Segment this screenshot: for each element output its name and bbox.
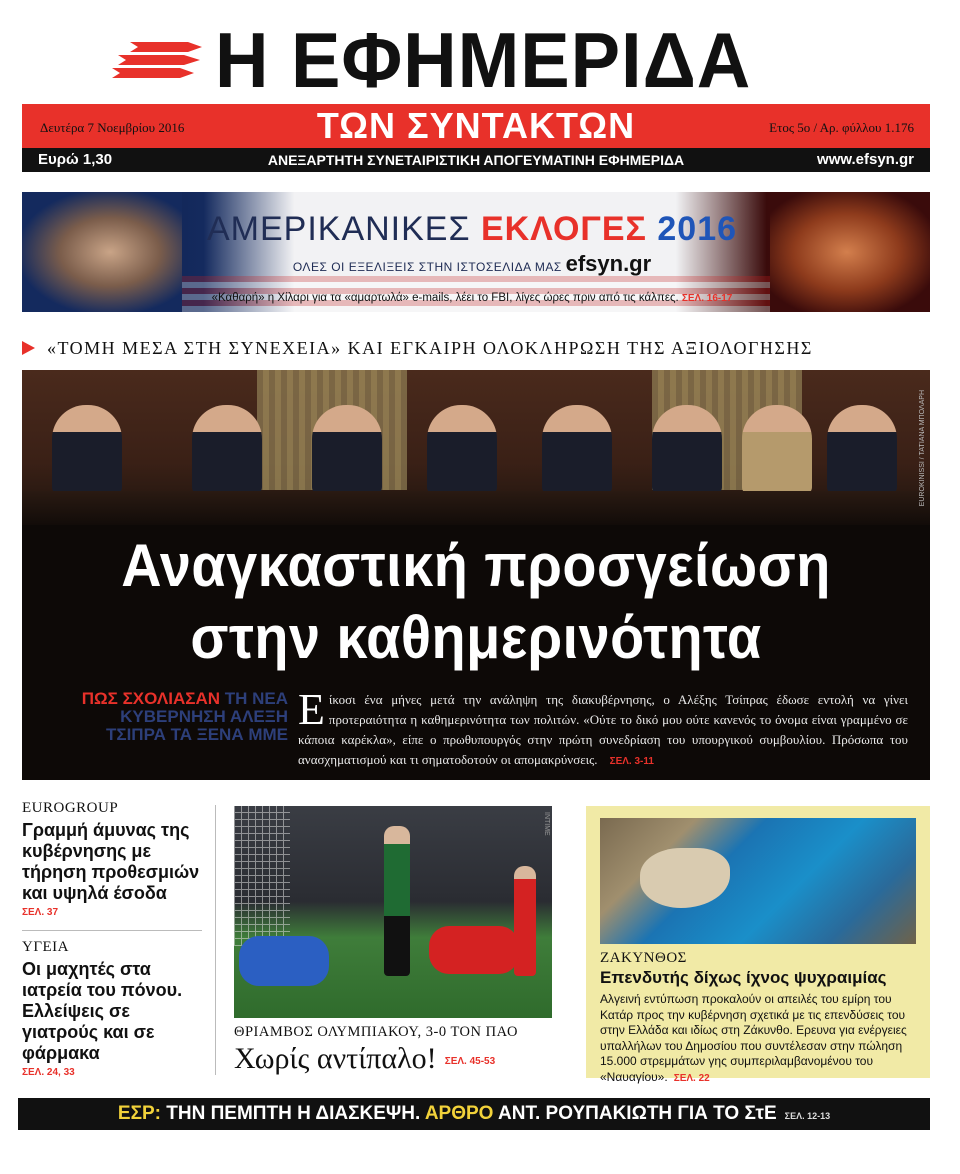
zakynthos-story[interactable] xyxy=(586,806,930,1084)
elections-website-link[interactable]: efsyn.gr xyxy=(565,251,652,276)
cabinet-meeting-photo xyxy=(22,370,930,525)
beach-shape xyxy=(640,848,730,908)
elections-banner-text xyxy=(172,192,772,312)
photo-figure xyxy=(192,405,262,495)
portrait-right xyxy=(770,192,930,312)
lead-headline-line2: στην καθημερινότητα xyxy=(190,604,762,671)
zakynthos-body xyxy=(600,992,920,1086)
strip-article-label: ΑΡΘΡΟ xyxy=(424,1103,494,1124)
sports-page-ref: ΣΕΛ. 45-53 xyxy=(444,1056,496,1067)
lead-page-ref: ΣΕΛ. 3-11 xyxy=(609,756,654,767)
football-match-photo[interactable] xyxy=(234,806,552,1018)
portrait-left xyxy=(22,192,182,312)
eurogroup-page-ref: ΣΕΛ. 37 xyxy=(22,907,59,918)
photo-figure xyxy=(827,405,897,495)
health-story[interactable] xyxy=(22,939,202,1078)
elections-word-elections: ΕΚΛΟΓΕΣ xyxy=(480,210,647,248)
masthead-red-band xyxy=(22,104,930,148)
left-column xyxy=(22,800,202,1090)
section-label-eurogroup: EUROGROUP xyxy=(22,800,119,816)
photo-figure xyxy=(542,405,612,495)
photo-figure xyxy=(312,405,382,495)
zakynthos-headline: Επενδυτής δίχως ίχνος ψυχραιμίας xyxy=(600,968,887,987)
lead-headline[interactable] xyxy=(54,530,898,674)
strip-text-2: ΑΝΤ. ΡΟΥΠΑΚΙΩΤΗ ΓΙΑ ΤΟ ΣτΕ xyxy=(493,1103,777,1124)
sports-kicker: ΘΡΙΑΜΒΟΣ ΟΛΥΜΠΙΑΚΟΥ, 3-0 ΤΟΝ ΠΑΟ xyxy=(234,1024,518,1040)
section-label-health: ΥΓΕΙΑ xyxy=(22,939,69,955)
photo-figure xyxy=(52,405,122,495)
masthead-black-band xyxy=(22,148,930,172)
elections-year: 2016 xyxy=(657,210,738,248)
lead-kicker-text: «ΤΟΜΗ ΜΕΣΑ ΣΤΗ ΣΥΝΕΧΕΙΑ» ΚΑΙ ΕΓΚΑΙΡΗ ΟΛΟΚΛΗΡΩΣΗ ΤΗΣ ΑΞΙΟΛΟΓΗΣΗΣ xyxy=(47,338,813,358)
navagio-beach-photo xyxy=(600,818,916,944)
drop-cap: Ε xyxy=(298,685,325,734)
issue-number: Ετος 5ο / Αρ. φύλλου 1.176 xyxy=(769,120,914,135)
masthead-tagline: ΑΝΕΞΑΡΤΗΤΗ ΣΥΝΕΤΑΙΡΙΣΤΙΚΗ ΑΠΟΓΕΥΜΑΤΙΝΗ ΕΦΗΜΕΡΙΔΑ xyxy=(267,152,685,168)
photo-table xyxy=(22,491,930,525)
masthead-title: Η ΕΦΗΜΕΡΙΔΑ xyxy=(215,16,752,104)
health-headline: Οι μαχητές στα ιατρεία του πόνου. Ελλείψεις σε γιατρούς και σε φάρμακα xyxy=(22,959,183,1063)
players-celebrating xyxy=(429,926,519,974)
zakynthos-body-text: Αλγεινή εντύπωση προκαλούν οι απειλές του εμίρη του Κατάρ προς την κυβέρνηση σχετικά με τις επενδύσεις του στην Ελλάδα και ιδίως στη Ζάκυνθο. Ερευνα για ενέργειες υπαλλήλων του Δημοσίου που συντέλεσαν στην πώληση 15.000 στρεμμάτων γης συμπεριλαμβανομένου του «Ναυαγίου». xyxy=(600,992,907,1084)
red-triangle-icon xyxy=(22,341,35,355)
cover-price: Ευρώ 1,30 xyxy=(38,151,113,168)
masthead-subtitle: ΤΩΝ ΣΥΝΤΑΚΤΩΝ xyxy=(316,105,636,146)
lead-body-text: ίκοσι ένα μήνες μετά την ανάληψη της διακυβέρνησης, ο Αλέξης Τσίπρας έδωσε εντολή να γίνει προτεραιότητα η καθημερινότητα των πολιτών. «Ούτε το δικό μου ούτε κανενός το όνομα είναι γραμμένο σε κάποια καρέκλα», είπε ο πρωθυπουργός στην πρώτη συνεδρίαση του υπουργικού συμβουλίου. Πρόσωπα του ανασχηματισμού και τι σηματοδοτούν οι απομακρύνσεις. xyxy=(298,692,908,767)
column-divider xyxy=(215,805,216,1075)
goal-net xyxy=(234,806,290,946)
lead-story[interactable] xyxy=(22,370,930,780)
elections-website-line xyxy=(172,251,772,277)
lead-kicker xyxy=(22,335,930,361)
eurogroup-story[interactable] xyxy=(22,800,202,918)
photo-figure xyxy=(652,405,722,495)
elections-heading xyxy=(172,210,772,249)
strip-esr-label: ΕΣΡ: xyxy=(117,1103,161,1124)
elections-page-ref: ΣΕΛ. 16-17 xyxy=(681,293,733,304)
strip-text-1: ΤΗΝ ΠΕΜΠΤΗ Η ΔΙΑΣΚΕΨΗ. xyxy=(160,1103,425,1124)
foreign-media-teaser-dark2: ΚΥΒΕΡΝΗΣΗ ΑΛΕΞΗ xyxy=(120,707,288,726)
elections-teaser-text: «Καθαρή» η Χίλαρι για τα «αμαρτωλά» e-mails, λέει το FBI, λίγες ώρες πριν από τις κάλπες. xyxy=(211,292,679,304)
photo-credit: EUROKINISSI / ΤΑΤΙΑΝΑ ΜΠΟΛΑΡΗ xyxy=(919,390,926,507)
bottom-teaser-strip[interactable] xyxy=(18,1098,930,1130)
elections-teaser xyxy=(172,292,772,304)
website-link[interactable]: www.efsyn.gr xyxy=(817,151,914,168)
us-elections-banner[interactable] xyxy=(22,192,930,312)
strip-page-ref: ΣΕΛ. 12-13 xyxy=(784,1111,831,1121)
health-page-ref: ΣΕΛ. 24, 33 xyxy=(22,1067,75,1078)
divider xyxy=(22,930,202,931)
eurogroup-headline: Γραμμή άμυνας της κυβέρνησης με τήρηση προθεσμιών και υψηλά έσοδα xyxy=(22,820,200,903)
elections-website-text: ΟΛΕΣ ΟΙ ΕΞΕΛΙΞΕΙΣ ΣΤΗΝ ΙΣΤΟΣΕΛΙΔΑ ΜΑΣ xyxy=(292,260,562,274)
elections-word-american: ΑΜΕΡΙΚΑΝΙΚΕΣ xyxy=(206,210,471,248)
foreign-media-teaser-red: ΠΩΣ ΣΧΟΛΙΑΣΑΝ xyxy=(81,689,220,708)
foreign-media-teaser-dark1: ΤΗ ΝΕΑ xyxy=(220,689,288,708)
photo-figure xyxy=(427,405,497,495)
lead-headline-line1: Αναγκαστική προσγείωση xyxy=(121,532,831,599)
sports-headline-text: Χωρίς αντίπαλο! xyxy=(234,1042,437,1075)
foreign-media-teaser-dark3: ΤΣΙΠΡΑ ΤΑ ΞΕΝΑ ΜΜΕ xyxy=(105,725,288,744)
sports-headline[interactable] xyxy=(234,1042,564,1076)
zakynthos-page-ref: ΣΕΛ. 22 xyxy=(673,1072,710,1084)
foreign-media-teaser[interactable] xyxy=(48,690,288,744)
section-label-zakynthos: ΖΑΚΥΝΘΟΣ xyxy=(600,950,687,966)
player-figure xyxy=(384,826,410,976)
lead-body xyxy=(298,685,908,772)
photo-figure xyxy=(742,405,812,495)
goalkeeper-figure xyxy=(239,936,329,986)
photo-credit: INTIME xyxy=(543,812,550,836)
issue-date: Δευτέρα 7 Νοεμβρίου 2016 xyxy=(40,120,185,135)
pen-rockets-logo xyxy=(110,38,210,84)
